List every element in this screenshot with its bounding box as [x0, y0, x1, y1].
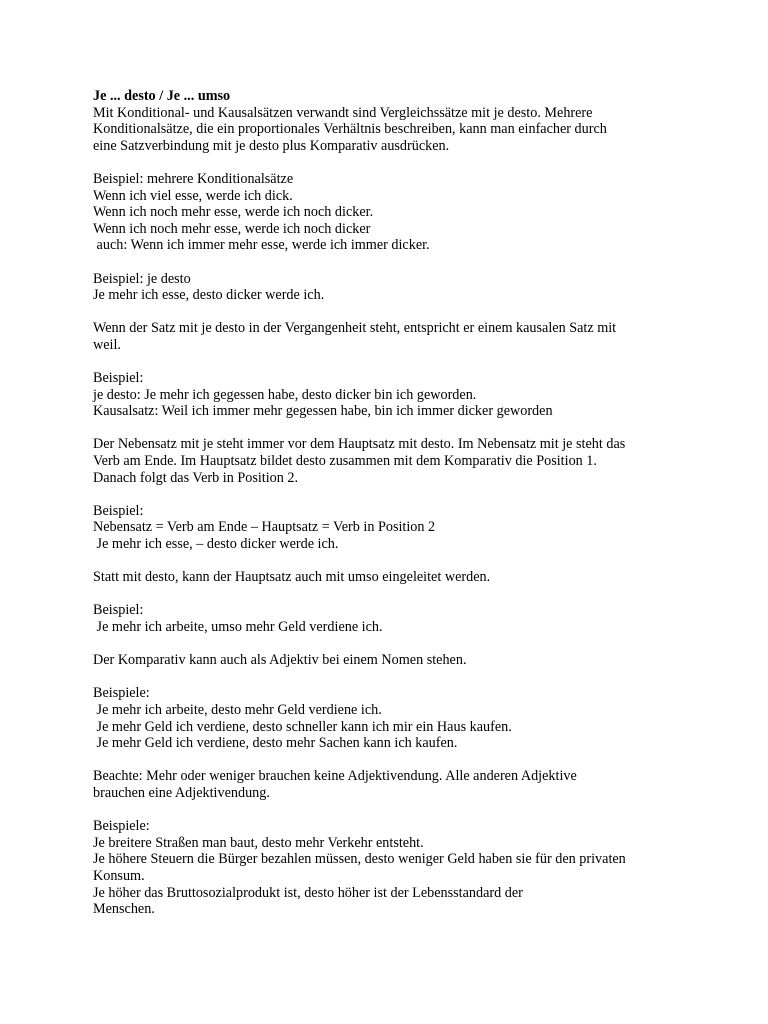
text-line: Beispiel:	[93, 602, 144, 619]
text-line: Beispiel:	[93, 370, 144, 387]
text-line: Beispiele:	[93, 685, 150, 702]
text-line: Je mehr ich esse, – desto dicker werde ich.	[93, 536, 339, 553]
text-line: Menschen.	[93, 901, 155, 918]
intro-paragraph	[93, 105, 733, 155]
text-line: Beispiele:	[93, 818, 150, 835]
text-line: Wenn ich noch mehr esse, werde ich noch dicker	[93, 220, 371, 237]
example-adjective-block	[93, 818, 733, 918]
text-line: Nebensatz = Verb am Ende – Hauptsatz = Verb in Position 2	[93, 519, 436, 536]
example-umso-block	[93, 602, 733, 635]
word-order-paragraph	[93, 436, 733, 486]
example-word-order-block	[93, 503, 733, 553]
text-line: brauchen eine Adjektivendung.	[93, 784, 270, 801]
umso-paragraph	[93, 569, 733, 586]
text-line: Beispiel:	[93, 502, 144, 519]
text-line: Je höher das Bruttosozialprodukt ist, desto höher ist der Lebensstandard der	[93, 884, 523, 901]
text-line: Statt mit desto, kann der Hauptsatz auch mit umso eingeleitet werden.	[93, 569, 491, 586]
text-line: Kausalsatz: Weil ich immer mehr gegessen habe, bin ich immer dicker geworden	[93, 403, 553, 420]
comparative-paragraph	[93, 652, 733, 669]
note-paragraph	[93, 768, 733, 801]
example-conditional-block	[93, 171, 733, 254]
text-line: Der Nebensatz mit je steht immer vor dem Hauptsatz mit desto. Im Nebensatz mit je steht das	[93, 436, 626, 453]
document-page	[93, 88, 733, 918]
document-title: Je ... desto / Je ... umso	[93, 88, 231, 104]
text-line: auch: Wenn ich immer mehr esse, werde ich immer dicker.	[93, 237, 430, 254]
text-line: Beispiel: mehrere Konditionalsätze	[93, 170, 294, 187]
text-line: Wenn der Satz mit je desto in der Vergangenheit steht, entspricht er einem kausalen Satz mit	[93, 320, 617, 337]
text-line: Wenn ich viel esse, werde ich dick.	[93, 187, 293, 204]
text-line: Je mehr Geld ich verdiene, desto mehr Sachen kann ich kaufen.	[93, 735, 458, 752]
example-comparative-block	[93, 685, 733, 751]
text-line: Beispiel: je desto	[93, 270, 191, 287]
text-line: Je mehr ich arbeite, umso mehr Geld verdiene ich.	[93, 619, 383, 635]
text-line: Konditionalsätze, die ein proportionales Verhältnis beschreiben, kann man einfacher durch	[93, 121, 607, 138]
text-line: Je mehr ich arbeite, desto mehr Geld verdiene ich.	[93, 701, 382, 718]
text-line: Konsum.	[93, 867, 145, 884]
text-line: Mit Konditional- und Kausalsätzen verwandt sind Vergleichssätze mit je desto. Mehrere	[93, 104, 593, 121]
text-line: Beachte: Mehr oder weniger brauchen keine Adjektivendung. Alle anderen Adjektive	[93, 768, 577, 785]
text-line: Der Komparativ kann auch als Adjektiv bei einem Nomen stehen.	[93, 652, 467, 669]
text-line: Je breitere Straßen man baut, desto mehr Verkehr entsteht.	[93, 834, 424, 851]
text-line: Je mehr Geld ich verdiene, desto schneller kann ich mir ein Haus kaufen.	[93, 718, 512, 735]
text-line: Je höhere Steuern die Bürger bezahlen müssen, desto weniger Geld haben sie für den privaten	[93, 851, 626, 868]
text-line: Je mehr ich esse, desto dicker werde ich.	[93, 287, 325, 304]
text-line: weil.	[93, 336, 121, 353]
text-line: Wenn ich noch mehr esse, werde ich noch dicker.	[93, 204, 374, 221]
example-je-desto-block	[93, 271, 733, 304]
text-line: Danach folgt das Verb in Position 2.	[93, 469, 299, 486]
past-tense-paragraph	[93, 320, 733, 353]
text-line: je desto: Je mehr ich gegessen habe, desto dicker bin ich geworden.	[93, 386, 477, 403]
example-past-block	[93, 370, 733, 420]
text-line: Verb am Ende. Im Hauptsatz bildet desto zusammen mit dem Komparativ die Position 1.	[93, 453, 597, 470]
text-line: eine Satzverbindung mit je desto plus Komparativ ausdrücken.	[93, 137, 450, 154]
